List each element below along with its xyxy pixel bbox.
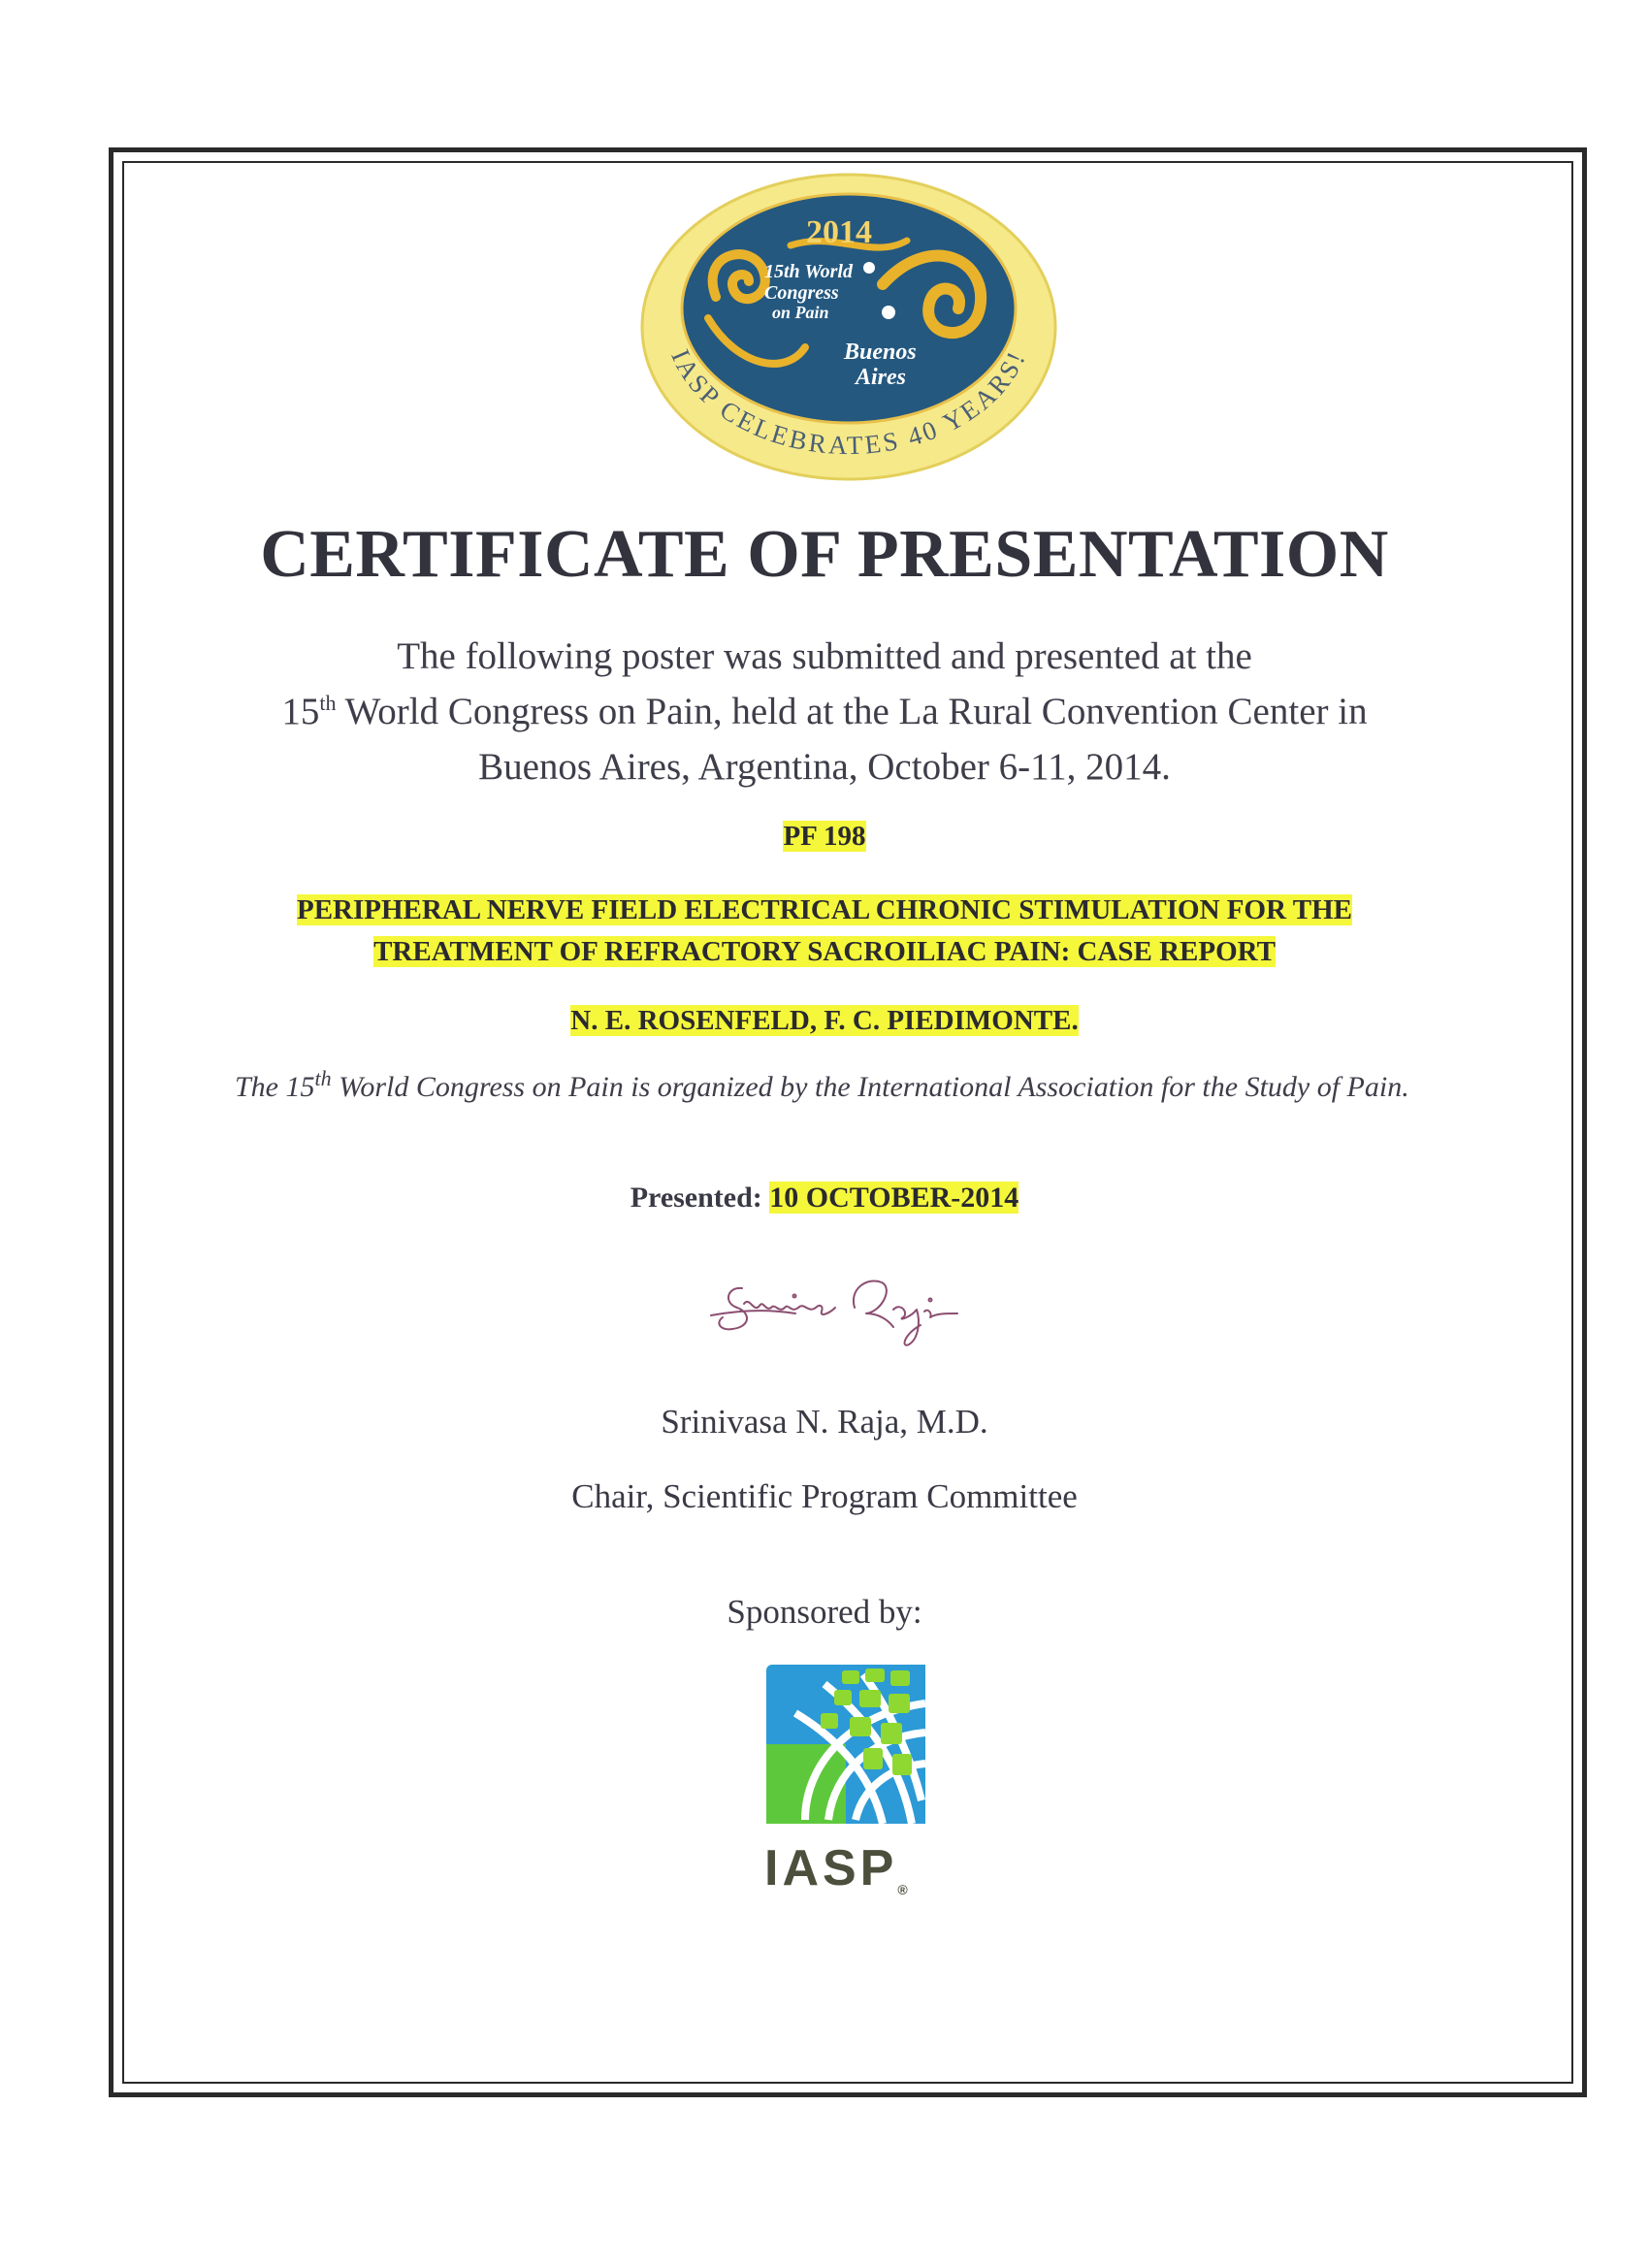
signature-image <box>703 1249 985 1356</box>
logo-city-line2: Aires <box>856 365 907 390</box>
poster-id: PF 198 <box>783 821 866 852</box>
logo-congress-line2: Congress <box>764 282 839 304</box>
logo-city-line1: Buenos <box>844 340 917 365</box>
poster-title-line-2-row <box>0 936 1649 968</box>
iasp-globe-icon <box>766 1665 925 1824</box>
intro-line-3: Buenos Aires, Argentina, October 6-11, 2014. <box>478 746 1171 788</box>
signer-role: Chair, Scientific Program Committee <box>571 1477 1078 1515</box>
intro-line-1: The following poster was submitted and presented at the <box>397 635 1252 677</box>
poster-id-row <box>0 821 1649 853</box>
poster-authors: N. E. ROSENFELD, F. C. PIEDIMONTE. <box>570 1005 1079 1036</box>
logo-congress-line1: 15th World <box>764 261 853 282</box>
poster-title-line-1-row <box>0 894 1649 926</box>
signer-name: Srinivasa N. Raja, M.D. <box>661 1403 988 1441</box>
organizer-note: The 15th World Congress on Pain is organized by the International Association for the Study of Pain. <box>235 1066 1409 1103</box>
poster-title-line-1: PERIPHERAL NERVE FIELD ELECTRICAL CHRONIC STIMULATION FOR THE <box>296 894 1352 925</box>
presented-date: 10 OCTOBER-2014 <box>769 1182 1019 1214</box>
logo-ring-text: IASP CELEBRATES 40 YEARS! <box>665 344 1032 461</box>
logo-congress-line3: on Pain <box>772 303 829 322</box>
intro-line-2: 15th World Congress on Pain, held at the La Rural Convention Center in <box>281 691 1368 732</box>
certificate-title: CERTIFICATE OF PRESENTATION <box>260 517 1389 592</box>
presented-row <box>0 1182 1649 1215</box>
sponsored-by-label: Sponsored by: <box>727 1593 922 1631</box>
authors-row <box>0 1005 1649 1037</box>
presented-label: Presented: <box>630 1182 762 1214</box>
poster-title-line-2: TREATMENT OF REFRACTORY SACROILIAC PAIN: CASE REPORT <box>373 936 1276 967</box>
congress-logo <box>640 173 1057 481</box>
iasp-wordmark: IASP® <box>764 1840 908 1897</box>
logo-year: 2014 <box>806 214 872 250</box>
